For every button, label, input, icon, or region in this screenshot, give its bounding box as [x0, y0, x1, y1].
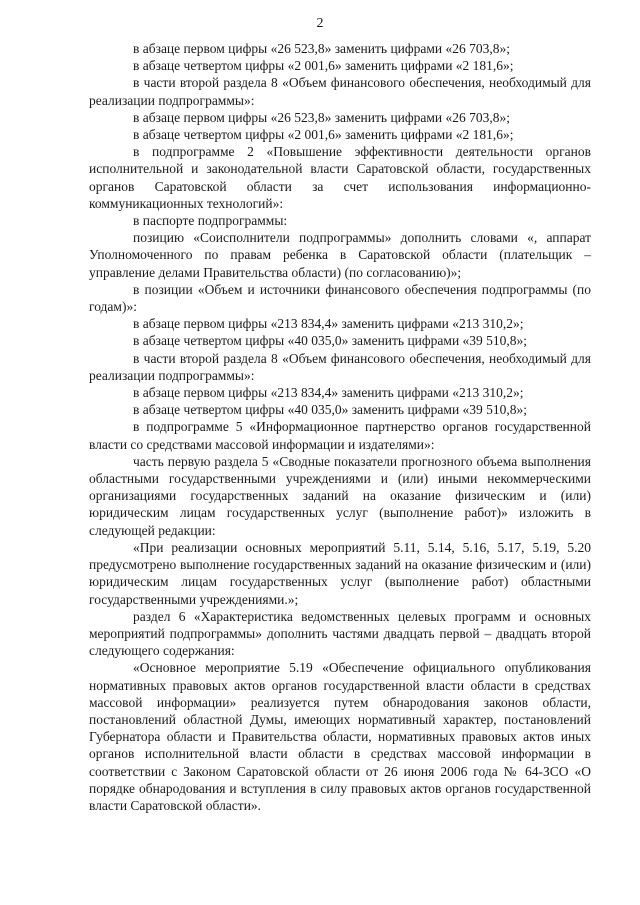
paragraph: «При реализации основных мероприятий 5.11, 5.14, 5.16, 5.17, 5.19, 5.20 предусмотрено выполнение государственных заданий на оказание физическим и (или) юридическим лицам государственных услуг (выполнение работ) областными государственными учреждениями.»; [89, 539, 591, 607]
paragraph: раздел 6 «Характеристика ведомственных целевых программ и основных мероприятий подпрограммы» дополнить частями двадцать первой – двадцать второй следующего содержания: [89, 608, 591, 659]
paragraph: в подпрограмме 5 «Информационное партнерство органов государственной власти со средствами массовой информации и издателями»: [89, 419, 591, 452]
paragraph: в абзаце первом цифры «213 834,4» заменить цифрами «213 310,2»; [133, 316, 524, 332]
paragraph: в части второй раздела 8 «Объем финансового обеспечения, необходимый для реализации подпрограммы»: [89, 350, 591, 383]
paragraph: в абзаце четвертом цифры «2 001,6» заменить цифрами «2 181,6»; [133, 127, 514, 143]
document-body [89, 40, 591, 814]
paragraph: в паспорте подпрограммы: [133, 213, 288, 229]
paragraph: «Основное мероприятие 5.19 «Обеспечение официального опубликования нормативных правовых актов органов государственной власти области в средствах массовой информации» реализуется путем обнародования законов области, постановлений областной Думы, имеющих нормативный характер, постановлений Губернатора области и Правительства области, нормативных правовых актов иных органов исполнительной власти области в средствах массовой информации в соответствии с Законом Саратовской области от 26 июня 2006 года № 64-ЗСО «О порядке обнародования и вступления в силу правовых актов органов государственной власти Саратовской области». [89, 660, 591, 813]
paragraph: в абзаце первом цифры «26 523,8» заменить цифрами «26 703,8»; [133, 41, 511, 56]
paragraph: в абзаце первом цифры «213 834,4» заменить цифрами «213 310,2»; [133, 385, 524, 401]
paragraph: в абзаце четвертом цифры «40 035,0» заменить цифрами «39 510,8»; [133, 402, 528, 418]
paragraph: в позиции «Объем и источники финансового обеспечения подпрограммы (по годам)»: [89, 281, 591, 315]
paragraph: в абзаце четвертом цифры «2 001,6» заменить цифрами «2 181,6»; [133, 58, 514, 74]
paragraph: часть первую раздела 5 «Сводные показатели прогнозного объема выполнения областными государственными учреждениями и (или) иными некоммерческими организациями государственных заданий на оказание физическим и (или) юридическим лицам государственных услуг (выполнение работ)» изложить в следующей редакции: [89, 453, 591, 538]
paragraph: в части второй раздела 8 «Объем финансового обеспечения, необходимый для реализации подпрограммы»: [89, 75, 591, 108]
page-number: 2 [316, 16, 324, 31]
paragraph: в абзаце первом цифры «26 523,8» заменить цифрами «26 703,8»; [133, 109, 511, 125]
paragraph: в подпрограмме 2 «Повышение эффективности деятельности органов исполнительной и законодательной власти Саратовской области, государственных органов Саратовской области за счет использования информационно-коммуникационных технологий»: [89, 144, 591, 211]
paragraph: позицию «Соисполнители подпрограммы» дополнить словами «, аппарат Уполномоченного по правам ребенка в Саратовской области (плательщик – управление делами Правительства области) (по согласованию)»; [89, 230, 591, 280]
paragraph: в абзаце четвертом цифры «40 035,0» заменить цифрами «39 510,8»; [133, 333, 528, 349]
